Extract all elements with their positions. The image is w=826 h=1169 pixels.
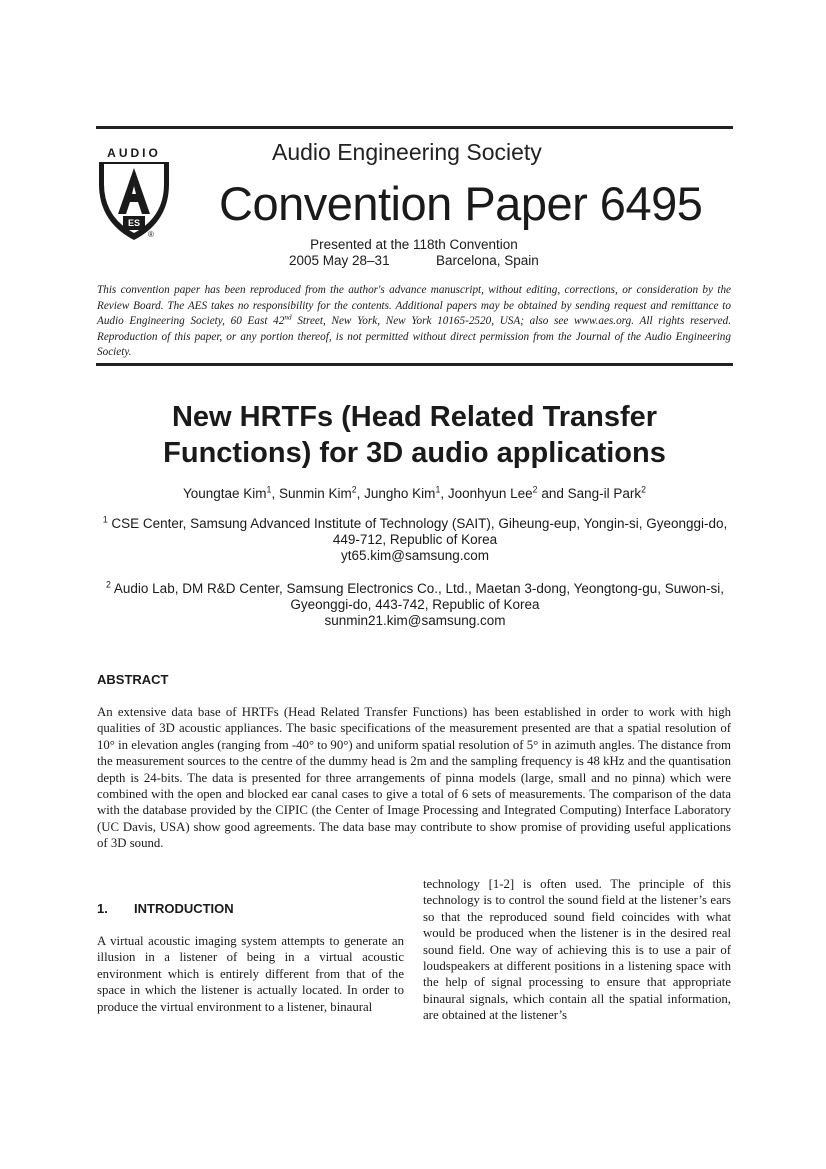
affiliation-address-line2: 449-712, Republic of Korea [332, 532, 498, 547]
section-number: 1. [97, 901, 108, 916]
affiliation-address: CSE Center, Samsung Advanced Institute of Technology (SAIT), Giheung-eup, Yongin-si, Gyeonggi-do, [107, 516, 728, 531]
affiliation-address-line2: Gyeonggi-do, 443-742, Republic of Korea [290, 597, 540, 612]
disclaimer-sup: nd [284, 313, 292, 322]
author-name: Jungho Kim [364, 486, 436, 501]
affiliation-number: 2 [106, 579, 111, 590]
intro-right-column: technology [1-2] is often used. The principle of this technology is to control the sound field at the listener’s ears so that the reproduced sound field coincides with what would be produced when the listener is in the desired real sound field. One way of achieving this is to use a pair of loudspeakers at different positions in a listening space with the help of signal processing to ensure that appropriate binaural signals, which contain all the spatial information, are obtained at the listener’s [423, 877, 731, 1023]
section-heading-introduction: INTRODUCTION [134, 901, 234, 916]
intro-left-column: A virtual acoustic imaging system attempts to generate an illusion in a listener of being in a virtual acoustic environment which is entirely different from that of the space in which the listener is actually located. In order to produce the virtual environment to a listener, binaural [97, 934, 404, 1014]
author-separator: , [271, 486, 279, 501]
paper-title-line1: New HRTFs (Head Related Transfer [171, 401, 658, 433]
disclaimer-text [97, 283, 731, 361]
author-name: Sunmin Kim [278, 486, 352, 501]
convention-date: 2005 May 28–31 [289, 253, 390, 268]
paper-title [96, 399, 733, 471]
logo-registered-mark: ® [148, 230, 154, 239]
affiliation-1 [90, 516, 740, 564]
affiliation-email: sunmin21.kim@samsung.com [324, 613, 506, 628]
author-affiliation-sup: 1 [266, 484, 272, 495]
logo-text-top: AUDIO [107, 146, 161, 160]
logo-text-bottom: ES [127, 218, 140, 228]
author-separator: and [537, 486, 568, 501]
disclaimer-part2: Street, New York, New York 10165-2520, USA; also see www.aes.org. All rights reserved. Reproduction of this paper, or any portion thereof, is not permitted without direct permission from the Journal of the Audio Engineering Society. [97, 315, 732, 359]
affiliation-2 [90, 581, 740, 629]
disclaimer-part1: This convention paper has been reproduced from the author's advance manuscript, without editing, corrections, or consideration by the Review Board. The AES takes no responsibility for the contents. Additional papers may be obtained by sending request and remittance to Audio Engineering Society, 60 East 42 [97, 284, 731, 328]
presented-at: Presented at the 118th Convention [310, 237, 518, 252]
author-affiliation-sup: 2 [351, 484, 357, 495]
author-name: Sang-il Park [567, 486, 642, 501]
top-rule [96, 126, 733, 129]
header-bottom-rule [96, 363, 733, 366]
affiliation-address: Audio Lab, DM R&D Center, Samsung Electronics Co., Ltd., Maetan 3-dong, Yeongtong-gu, Suwon-si, [110, 581, 724, 596]
author-name: Joonhyun Lee [447, 486, 533, 501]
society-name: Audio Engineering Society [272, 139, 542, 165]
convention-paper-title: Convention Paper 6495 [219, 177, 703, 230]
author-separator: , [440, 486, 448, 501]
abstract-heading: ABSTRACT [97, 672, 169, 687]
author-separator: , [356, 486, 365, 501]
affiliation-email: yt65.kim@samsung.com [341, 548, 489, 563]
paper-title-line2: Functions) for 3D audio applications [163, 437, 666, 469]
author-affiliation-sup: 1 [435, 484, 441, 495]
abstract-text: An extensive data base of HRTFs (Head Related Transfer Functions) has been established in order to work with high qualities of 3D acoustic appliances. The basic specifications of the measurement presented are that a spatial resolution of 10° in elevation angles (ranging from -40° to 90°) and uniform spatial resolution of 5° in azimuth angles. The distance from the measurement sources to the centre of the dummy head is 2m and the sampling frequency is 48 kHz and the quantisation depth is 24-bits. The data is presented for three arrangements of pinna models (large, small and no pinna) which were combined with the open and blocked ear canal cases to give a total of 6 sets of measurements. The comparison of the data with the database provided by the CIPIC (the Center of Image Processing and Integrated Computing) Interface Laboratory (UC Davis, USA) show good agreements. The data base may contribute to show promise of providing useful applications of 3D sound. [97, 705, 731, 851]
convention-location: Barcelona, Spain [436, 253, 539, 268]
author-affiliation-sup: 2 [641, 484, 647, 495]
affiliation-number: 1 [102, 514, 108, 525]
author-list [96, 486, 733, 501]
aes-logo [96, 144, 172, 244]
author-name: Youngtae Kim [182, 486, 267, 501]
author-affiliation-sup: 2 [532, 484, 538, 495]
